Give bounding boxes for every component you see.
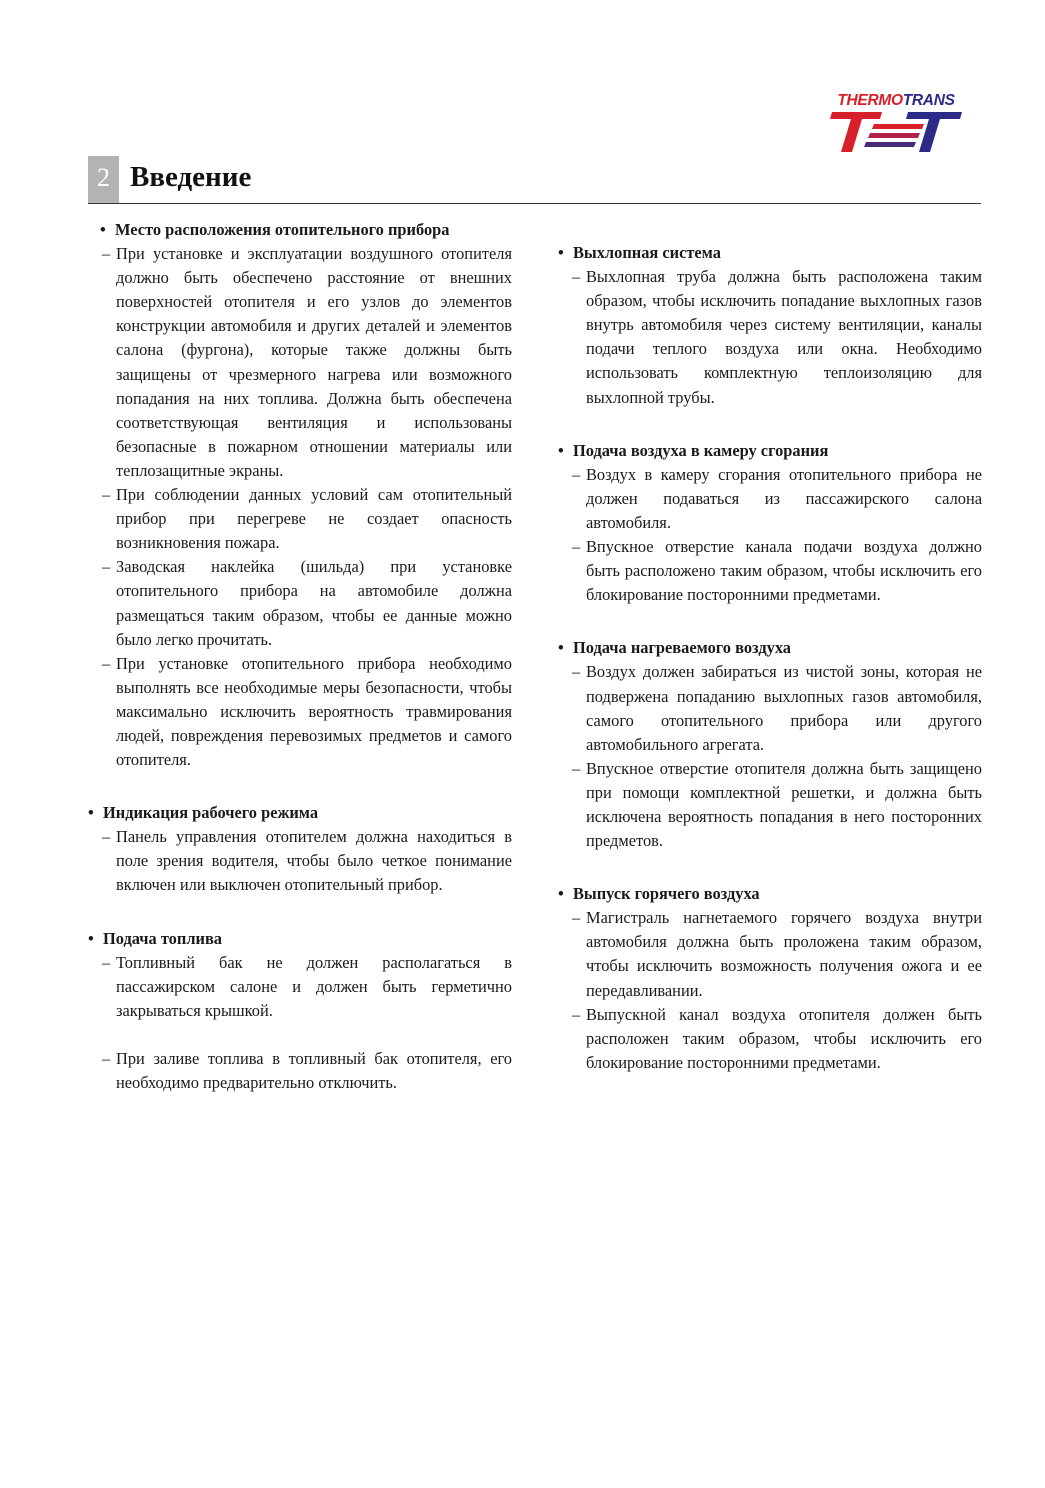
bullet-icon: • xyxy=(558,243,564,262)
dash-icon: – xyxy=(572,537,581,557)
section-heading: • Выхлопная система xyxy=(558,241,982,265)
dash-icon: – xyxy=(102,485,111,505)
bullet-icon: • xyxy=(88,803,94,823)
list-item: – Панель управления отопителем должна находиться в поле зрения водителя, чтобы было четкое понимание включен или выключен отопительный прибор. xyxy=(88,825,512,897)
logo-brand-text: THERMOTRANS xyxy=(837,92,955,109)
dash-icon: – xyxy=(102,1048,111,1068)
list-item: – Воздух в камеру сгорания отопительного прибора не должен подаваться из пассажирского салона автомобиля. xyxy=(558,463,982,535)
list-item: – Выхлопная труба должна быть расположена таким образом, чтобы исключить попадание выхлопных газов внутрь автомобиля через систему вентиляции, каналы подачи теплого воздуха или окна. Необходимо использовать комплектную теплоизоляцию для выхлопной трубы. xyxy=(558,265,982,410)
section-heated-air-intake xyxy=(558,636,982,853)
dash-icon: – xyxy=(572,758,581,778)
list-item: – Впускное отверстие отопителя должна быть защищено при помощи комплектной решетки, и должна быть исключена вероятность попадания в него посторонних предметов. xyxy=(558,757,982,853)
section-heading: • Подача топлива xyxy=(88,927,512,951)
header-divider xyxy=(88,203,981,204)
list-item: – При соблюдении данных условий сам отопительный прибор при перегреве не создает опасность возникновения пожара. xyxy=(88,483,512,555)
dash-icon: – xyxy=(102,244,111,264)
list-item: – При заливе топлива в топливный бак отопителя, его необходимо предварительно отключить. xyxy=(88,1047,512,1095)
list-item: – Топливный бак не должен располагаться в пассажирском салоне и должен быть герметично закрываться крышкой. xyxy=(88,951,512,1023)
list-item: – При установке отопительного прибора необходимо выполнять все необходимые меры безопасности, чтобы максимально исключить вероятность травмирования людей, повреждения перевозимых предметов и самого отопителя. xyxy=(88,652,512,772)
tet-logo-mark-icon xyxy=(812,110,980,156)
section-exhaust-system xyxy=(558,241,982,410)
dash-icon: – xyxy=(102,557,111,577)
left-column xyxy=(88,218,512,1124)
chapter-number: 2 xyxy=(88,156,119,204)
thermotrans-logo xyxy=(812,92,980,156)
section-heading: • Индикация рабочего режима xyxy=(88,801,512,825)
page-title: Введение xyxy=(130,161,252,193)
dash-icon: – xyxy=(102,952,111,972)
bullet-icon: • xyxy=(558,638,564,658)
bullet-icon: • xyxy=(88,928,94,948)
list-item: – При установке и эксплуатации воздушного отопителя должно быть обеспечено расстояние от внешних поверхностей отопителя и его узлов до элементов конструкции автомобиля и других деталей и элементов салона (фургона), которые также должны быть защищены от чрезмерного нагрева или возможного попадания на них топлива. Должна быть обеспечена соответствующая вентиляция и использованы безопасные в пожарном отношении материалы или теплозащитные экраны. xyxy=(88,242,512,483)
section-hot-air-outlet xyxy=(558,882,982,1075)
section-combustion-air xyxy=(558,439,982,608)
right-column xyxy=(558,241,982,1104)
dash-icon: – xyxy=(572,464,581,484)
dash-icon: – xyxy=(102,827,111,847)
dash-icon: – xyxy=(572,662,581,682)
list-item: – Заводская наклейка (шильда) при установке отопительного прибора на автомобиле должна размещаться таким образом, чтобы ее данные можно было легко прочитать. xyxy=(88,555,512,651)
list-item: – Воздух должен забираться из чистой зоны, которая не подвержена попаданию выхлопных газов автомобиля, самого отопительного прибора или другого автомобильного агрегата. xyxy=(558,660,982,756)
dash-icon: – xyxy=(572,267,581,287)
section-heading: • Подача нагреваемого воздуха xyxy=(558,636,982,660)
section-heading: • Место расположения отопительного прибора xyxy=(88,218,512,242)
section-heading: • Выпуск горячего воздуха xyxy=(558,882,982,906)
list-item: – Впускное отверстие канала подачи воздуха должно быть расположено таким образом, чтобы исключить его блокирование посторонними предметами. xyxy=(558,535,982,607)
list-item: – Магистраль нагнетаемого горячего воздуха внутри автомобиля должна быть проложена таким образом, чтобы исключить возможность получения ожога и ее передавливании. xyxy=(558,906,982,1002)
dash-icon: – xyxy=(572,908,581,928)
bullet-icon: • xyxy=(100,220,106,239)
section-operating-indication xyxy=(88,801,512,897)
list-item: – Выпускной канал воздуха отопителя должен быть расположен таким образом, чтобы исключить его блокирование посторонними предметами. xyxy=(558,1003,982,1075)
section-heading: • Подача воздуха в камеру сгорания xyxy=(558,439,982,463)
dash-icon: – xyxy=(572,1004,581,1024)
bullet-icon: • xyxy=(558,884,564,904)
chapter-header xyxy=(88,156,981,205)
section-fuel-supply xyxy=(88,927,512,1096)
dash-icon: – xyxy=(102,653,111,673)
bullet-icon: • xyxy=(558,440,564,460)
section-heater-location xyxy=(88,218,512,772)
